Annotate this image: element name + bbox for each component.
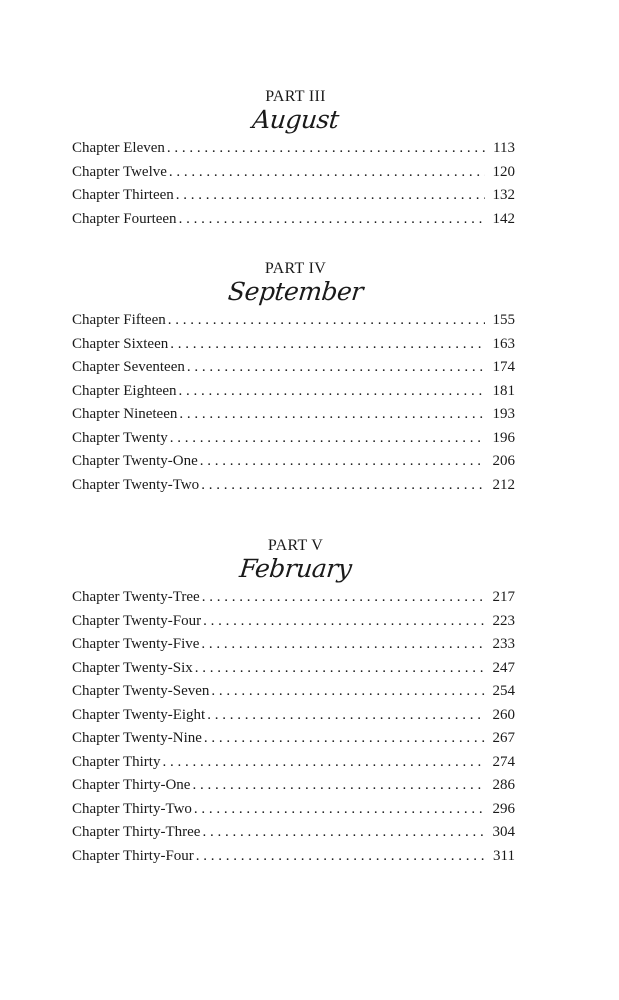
chapter-title: Chapter Thirty-One [72,777,191,793]
dot-leader [179,403,485,427]
dot-leader [168,309,485,333]
chapter-title: Chapter Twenty-Eight [72,706,206,723]
page-number: 193 [492,406,515,422]
part-name: September [226,277,365,306]
chapter-title: Chapter Twenty-Five [72,636,200,652]
toc-entry[interactable] [72,184,515,208]
page-number: 113 [493,140,515,156]
chapter-title: Chapter Twelve [72,163,167,180]
dot-leader [170,427,485,451]
page-number: 247 [492,659,515,676]
toc-entry[interactable] [72,403,515,427]
dot-leader [204,727,485,751]
chapter-title: Chapter Twenty-Four [72,612,202,629]
page-number: 254 [492,683,515,699]
page-number: 163 [492,335,515,352]
part-iii-section [72,87,515,231]
chapter-title: Chapter Twenty-Seven [72,683,210,699]
toc-entry[interactable] [72,657,515,681]
chapter-title: Chapter Thirteen [72,187,174,203]
page-number: 212 [492,476,515,493]
dot-leader [201,633,485,657]
chapter-title: Chapter Twenty-Two [72,476,200,493]
dot-leader [203,610,485,634]
dot-leader [200,450,485,474]
toc-entry[interactable] [72,450,515,474]
chapter-title: Chapter Sixteen [72,335,169,352]
toc-entry[interactable] [72,380,515,404]
part-iv-section [72,259,515,497]
dot-leader [179,380,485,404]
page-number: 217 [492,589,515,605]
chapter-title: Chapter Twenty-Tree [72,589,200,605]
dot-leader [169,161,485,185]
chapter-title: Chapter Twenty-Six [72,659,193,676]
page-number: 120 [492,163,515,180]
page-number: 223 [492,612,515,629]
toc-entry[interactable] [72,704,515,728]
page-number: 174 [492,359,515,375]
dot-leader [211,680,485,704]
chapter-title: Chapter Twenty-One [72,453,198,469]
toc-entry[interactable] [72,610,515,634]
chapter-title: Chapter Seventeen [72,359,185,375]
toc-entry[interactable] [72,474,515,498]
page-number: 196 [492,429,515,446]
chapter-title: Chapter Fourteen [72,210,177,227]
page-number: 267 [492,730,515,746]
page-number: 286 [492,777,515,793]
dot-leader [192,774,485,798]
toc-entry[interactable] [72,774,515,798]
chapter-title: Chapter Thirty-Two [72,800,192,817]
toc-entry[interactable] [72,751,515,775]
chapter-list [72,309,515,497]
dot-leader [179,208,485,232]
dot-leader [176,184,485,208]
dot-leader [202,586,485,610]
page-number: 311 [493,847,515,864]
chapter-title: Chapter Thirty-Three [72,824,201,840]
part-label: PART IV [264,260,327,277]
part-v-section [72,536,515,868]
part-label: PART III [265,88,326,105]
page-number: 155 [492,312,515,328]
toc-entry[interactable] [72,309,515,333]
page-number: 206 [492,453,515,469]
dot-leader [170,333,485,357]
toc-entry[interactable] [72,586,515,610]
chapter-list [72,137,515,231]
chapter-title: Chapter Eighteen [72,382,177,399]
toc-entry[interactable] [72,161,515,185]
page-number: 274 [492,753,515,770]
toc-entry[interactable] [72,680,515,704]
toc-entry[interactable] [72,333,515,357]
toc-entry[interactable] [72,427,515,451]
toc-entry[interactable] [72,821,515,845]
dot-leader [195,657,485,681]
page-number: 304 [492,824,515,840]
dot-leader [201,474,485,498]
chapter-title: Chapter Nineteen [72,406,178,422]
toc-entry[interactable] [72,633,515,657]
dot-leader [162,751,485,775]
toc-entry[interactable] [72,727,515,751]
chapter-title: Chapter Twenty [72,429,168,446]
part-name: February [238,554,353,583]
page-number: 142 [492,210,515,227]
dot-leader [196,845,485,869]
dot-leader [202,821,485,845]
chapter-title: Chapter Twenty-Nine [72,730,202,746]
page-number: 181 [492,382,515,399]
dot-leader [194,798,485,822]
part-name: August [250,105,341,134]
part-label: PART V [267,537,324,554]
page-number: 233 [492,636,515,652]
chapter-title: Chapter Fifteen [72,312,166,328]
dot-leader [207,704,485,728]
page-number: 296 [492,800,515,817]
chapter-title: Chapter Eleven [72,140,165,156]
chapter-title: Chapter Thirty-Four [72,847,194,864]
chapter-title: Chapter Thirty [72,753,161,770]
dot-leader [187,356,485,380]
page-number: 260 [492,706,515,723]
toc-entry[interactable] [72,208,515,232]
page-number: 132 [492,187,515,203]
toc-entry[interactable] [72,798,515,822]
dot-leader [167,137,485,161]
toc-entry[interactable] [72,845,515,869]
chapter-list [72,586,515,868]
toc-entry[interactable] [72,137,515,161]
toc-entry[interactable] [72,356,515,380]
